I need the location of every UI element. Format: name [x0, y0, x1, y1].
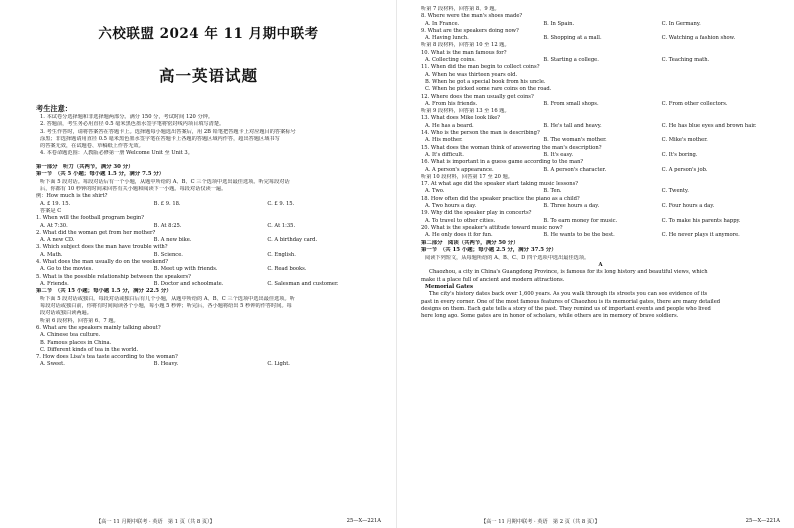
- option: A. Having lunch.: [425, 35, 469, 42]
- option: B. In Spain.: [543, 20, 575, 27]
- option: B. At 8:25.: [153, 222, 182, 229]
- option: C. In Germany.: [661, 20, 701, 27]
- option: C. A birthday card.: [267, 237, 318, 244]
- material-heading: 听第 9 段材料，回答第 13 至 16 题。: [421, 108, 510, 115]
- option: B. To earn money for music.: [543, 217, 618, 224]
- option: C. It's boring.: [661, 151, 698, 158]
- footer-code: 25—X—221A: [346, 518, 381, 524]
- passage-line: The city's history dates back over 1,600 years. As you walk through its streets you can see evidence of its: [429, 291, 708, 298]
- option: C. Four hours a day.: [661, 203, 715, 210]
- question: 3. Which subject does the man have trouble with?: [36, 244, 168, 251]
- question: 4. What does the man usually do on the weekend?: [36, 259, 168, 266]
- options-row: [421, 123, 780, 130]
- option: B. A person's character.: [543, 166, 607, 173]
- option: A. In France.: [425, 20, 460, 27]
- options-row: [36, 252, 381, 259]
- option: C. Watching a fashion show.: [661, 35, 736, 42]
- option: A. To travel to other cities.: [425, 217, 496, 224]
- option: A. Sweet.: [40, 361, 65, 368]
- option: B. Three hours a day.: [543, 203, 600, 210]
- question: 14. Who is the person the man is describing?: [421, 130, 540, 137]
- option: A. Two hours a day.: [425, 203, 477, 210]
- option: A. When he was thirteen years old.: [425, 71, 518, 78]
- footer-code: 25—X—221A: [745, 518, 780, 524]
- part1-heading: 第一部分 听力（共两节，满分 30 分）: [36, 163, 134, 170]
- page-footer: [36, 518, 381, 525]
- example-question: 例：How much is the shirt?: [36, 193, 108, 200]
- example-options: [36, 201, 381, 208]
- options-row: [36, 223, 381, 230]
- option: B. He wants to be the best.: [543, 232, 615, 239]
- option: A. A person's appearance.: [425, 166, 494, 173]
- option: C. He never plays it anymore.: [661, 232, 740, 239]
- question: 16. What is important in a guess game according to the man?: [421, 159, 584, 166]
- note-line: 3. 考生作答时，请将答案答在答题卡上。选择题每小题选出答案后，用 2B 铅笔把答题卡上对应题目的答案标号: [40, 128, 296, 135]
- question: 13. What does Mike look like?: [421, 115, 501, 122]
- instruction-line: 段对话或独白读两遍。: [40, 310, 92, 317]
- options-row: [421, 232, 780, 239]
- option: A. £ 19. 15.: [40, 200, 71, 207]
- option: A. His mother.: [425, 137, 463, 144]
- instruction-line: 后，你都有 10 秒钟的时间来回答有关小题和阅读下一小题。每段对话仅读一遍。: [40, 186, 227, 193]
- footer-title: 【高一 11 月期中联考 · 英语 第 2 页（共 8 页）】: [481, 519, 600, 525]
- note-line: 2. 答题前，考生务必用直径 0.5 毫米黑色墨水签字笔将密封线内项目填写清楚。: [40, 121, 225, 128]
- option: B. Shopping at a mall.: [543, 35, 602, 42]
- option: C. Mike's mother.: [661, 137, 708, 144]
- option: B. It's easy.: [543, 151, 574, 158]
- passage-line: designs on them. Each gate tells a story of the past. They remind us of important events and people who lived: [421, 306, 711, 312]
- options-row: [421, 203, 780, 210]
- section2-heading: 第二节 （共 15 小题；每小题 1.5 分，满分 22.5 分）: [36, 288, 172, 295]
- question: 9. What are the speakers doing now?: [421, 27, 519, 34]
- option: C. He has blue eyes and brown hair.: [661, 122, 757, 129]
- option: C. At 1:35.: [267, 222, 296, 229]
- question: 15. What does the woman think of answering the man's description?: [421, 144, 602, 151]
- page-footer: [421, 518, 780, 525]
- option: C. Light.: [267, 361, 290, 368]
- options-row: [421, 21, 780, 28]
- instruction-line: 每段对话或独白前，你将有时间阅读各个小题，每小题 5 秒钟；听完后，各小题将给出 5 秒钟的作答时间。每: [40, 303, 292, 310]
- question: 8. Where were the man's shoes made?: [421, 13, 523, 20]
- option: A. Friends.: [40, 280, 69, 287]
- part2-section1-heading: 第一节 （共 15 小题；每小题 2.5 分，满分 37.5 分）: [421, 247, 557, 253]
- option: B. Doctor and schoolmate.: [153, 280, 224, 287]
- question: 19. Why did the speaker play in concerts?: [421, 210, 532, 217]
- part2-heading: 第二部分 阅读（共两节，满分 50 分）: [421, 239, 519, 246]
- option: B. Science.: [153, 251, 183, 258]
- section1-heading: 第一节 （共 5 小题；每小题 1.5 分，满分 7.5 分）: [36, 171, 165, 178]
- material-heading: 听第 8 段材料，回答第 10 至 12 题。: [421, 42, 510, 49]
- option: B. The woman's mother.: [543, 137, 607, 144]
- passage-line: past in every corner. One of the most famous features of Chaozhou is its memorial gates, there are many detailed: [421, 298, 721, 305]
- option: C. Different kinds of tea in the world.: [40, 346, 139, 353]
- option: A. Chinese tea culture.: [40, 332, 101, 339]
- question: 11. When did the man begin to collect coins?: [421, 64, 540, 71]
- instruction-line: 阅读下列短文，从每题所给的 A、B、C、D 四个选项中选出最佳选项。: [425, 254, 590, 261]
- options-row: [421, 57, 780, 64]
- options-row: [421, 101, 780, 108]
- option: A. He only does it for fun.: [425, 232, 493, 239]
- option: C. When he picked some rare coins on the road.: [425, 86, 552, 93]
- example-answer: 答案是 C: [40, 207, 62, 214]
- instruction-line: 听下面 5 段对话或独白。每段对话或独白后有几个小题，从题中所给的 A、B、C 三个选项中选出最佳选项。听: [40, 295, 295, 302]
- options-row: [421, 137, 780, 144]
- subject-title: 高一英语试题: [158, 66, 258, 85]
- option: C. £ 9. 15.: [267, 200, 295, 207]
- option: C. A person's job.: [661, 166, 708, 173]
- option: B. Ten.: [543, 188, 562, 195]
- question: 18. How often did the speaker practice the piano as a child?: [421, 195, 580, 202]
- passage-subheading: Memorial Gates: [425, 283, 474, 290]
- option: B. A new bike.: [153, 237, 192, 244]
- note-line: 1. 本试卷分选择题和非选择题两部分。满分 150 分，考试时间 120 分钟。: [40, 114, 214, 120]
- option: A. It's difficult.: [425, 151, 464, 158]
- option: A. A new CD.: [40, 237, 75, 244]
- question: 12. Where does the man usually get coins?: [421, 93, 534, 100]
- material-heading: 听第 10 段材料，回答第 17 至 20 题。: [421, 173, 513, 180]
- question: 10. What is the man famous for?: [421, 49, 507, 56]
- note-line: 涂黑；非选择题请用直径 0.5 毫米黑色墨水签字笔在答题卡上各题的答题区域内作答，超出答题区域书写: [40, 135, 280, 142]
- passage-letter: A: [598, 261, 603, 268]
- passage-line: make it a place full of ancient and modern attractions.: [421, 276, 565, 283]
- passage-line: here long ago. Some gates are in honor of scholars, while others are in memory of brave soldiers.: [421, 313, 679, 320]
- option: C. Twenty.: [661, 188, 689, 195]
- option: B. Heavy.: [153, 361, 179, 368]
- options-row: [36, 361, 381, 368]
- option: B. £ 9. 18.: [153, 200, 181, 207]
- options-row: [36, 237, 381, 244]
- question: 6. What are the speakers mainly talking about?: [36, 324, 161, 331]
- option: A. He has a beard.: [425, 122, 474, 129]
- option: C. Salesman and customer.: [267, 280, 339, 287]
- material-heading: 听第 7 段材料，回答第 8、9 题。: [421, 6, 500, 12]
- options-row: [36, 266, 381, 273]
- option: A. Collecting coins.: [425, 57, 476, 64]
- options-row: [421, 35, 780, 42]
- option: B. Meet up with friends.: [153, 266, 218, 273]
- option: C. To make his parents happy.: [661, 217, 741, 224]
- option: C. Teaching math.: [661, 57, 710, 64]
- options-row: [421, 218, 780, 225]
- options-row: [36, 281, 381, 288]
- option: C. Read books.: [267, 266, 307, 273]
- exam-title: 六校联盟 2024 年 11 月期中联考: [98, 26, 319, 42]
- option: B. When he got a special book from his uncle.: [425, 78, 546, 85]
- instruction-line: 听第 6 段材料，回答第 6、7 题。: [40, 317, 119, 324]
- option: B. He's tall and heavy.: [543, 122, 602, 129]
- question: 5. What is the possible relationship between the speakers?: [36, 273, 191, 280]
- option: A. Math.: [40, 251, 63, 258]
- passage-line: Chaozhou, a city in China's Guangdong Province, is famous for its long history and beautiful views, which: [429, 269, 708, 276]
- instruction-line: 听下面 5 段对话。每段对话后有一个小题，从题中所给的 A、B、C 三个选项中选出最佳选项。听完每段对话: [40, 178, 290, 185]
- options-row: [421, 152, 780, 159]
- note-line: 4. 本卷命题范围：人教版必修第一册 Welcome Unit 至 Unit 3。: [40, 150, 193, 157]
- question: 2. What did the woman get from her mother?: [36, 229, 156, 236]
- option: B. Famous places in China.: [40, 339, 112, 346]
- question: 7. How does Lisa's tea taste according to the woman?: [36, 354, 178, 361]
- options-row: [421, 167, 780, 174]
- question: 20. What is the speaker's attitude toward music now?: [421, 224, 563, 231]
- question: 17. At what age did the speaker start taking music lessons?: [421, 181, 579, 188]
- note-line: 的答案无效，在试题卷、草稿纸上作答无效。: [40, 143, 144, 150]
- question: 1. When will the football program begin?: [36, 215, 145, 222]
- option: A. Two.: [425, 188, 445, 195]
- notes-heading: 考生注意：: [36, 104, 72, 113]
- option: C. English.: [267, 251, 296, 258]
- option: A. At 7:30.: [40, 222, 68, 229]
- option: C. From other collectors.: [661, 100, 728, 107]
- option: A. From his friends.: [425, 100, 478, 107]
- option: B. Starting a college.: [543, 57, 599, 64]
- option: B. From small shops.: [543, 100, 599, 107]
- footer-title: 【高一 11 月期中联考 · 英语 第 1 页（共 8 页）】: [96, 519, 215, 525]
- option: A. Go to the movies.: [40, 266, 93, 273]
- right-page: [397, 0, 794, 528]
- options-row: [421, 188, 780, 195]
